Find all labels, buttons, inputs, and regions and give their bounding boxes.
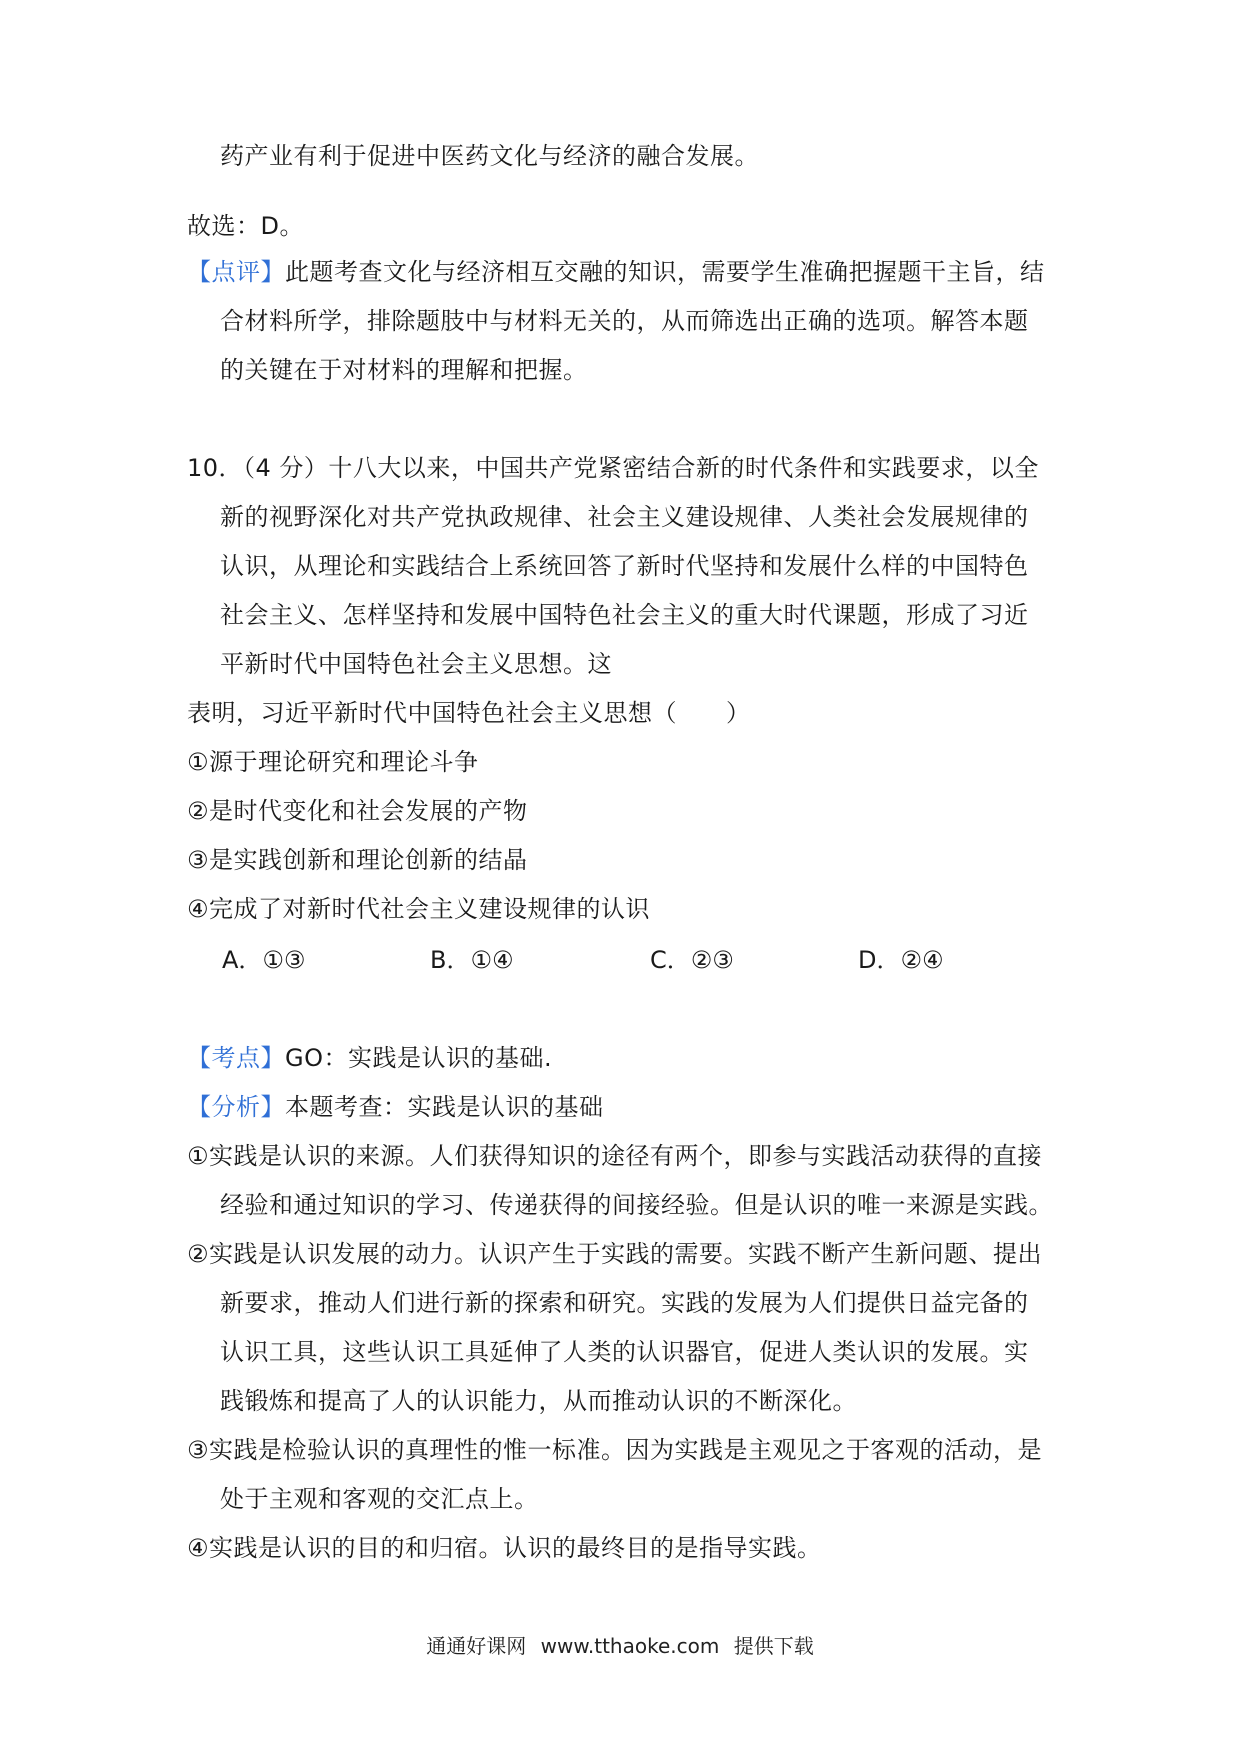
fenxi-tag: 【分析】 [187, 1093, 285, 1121]
fenxi-text: 本题考查：实践是认识的基础 [285, 1093, 604, 1121]
option-c: C．②③ [650, 946, 734, 974]
statement-4: ④完成了对新时代社会主义建设规律的认识 [187, 895, 651, 923]
analysis-point-line-7: ③实践是检验认识的真理性的惟一标准。因为实践是主观见之于客观的活动，是 [187, 1436, 1043, 1464]
analysis-point-line-1: ①实践是认识的来源。人们获得知识的途径有两个，即参与实践活动获得的直接 [187, 1142, 1043, 1170]
kaodian-tag: 【考点】 [187, 1044, 285, 1072]
page-footer [0, 1633, 1240, 1659]
question-stem-line-6: 表明，习近平新时代中国特色社会主义思想（ ） [187, 699, 751, 727]
analysis-point-line-3: ②实践是认识发展的动力。认识产生于实践的需要。实践不断产生新问题、提出 [187, 1240, 1043, 1268]
analysis-point-line-4: 新要求，推动人们进行新的探索和研究。实践的发展为人们提供日益完备的 [220, 1289, 1029, 1317]
answer-choice: 故选：D。 [187, 212, 304, 240]
analysis-point-line-5: 认识工具，这些认识工具延伸了人类的认识器官，促进人类认识的发展。实 [220, 1338, 1029, 1366]
analysis-point-line-8: 处于主观和客观的交汇点上。 [220, 1485, 539, 1513]
review-tag: 【点评】 [187, 258, 285, 286]
option-b: B．①④ [430, 946, 514, 974]
question-stem-line-1: 10．（4 分）十八大以来，中国共产党紧密结合新的时代条件和实践要求，以全 [187, 454, 1039, 482]
kaodian-text: GO：实践是认识的基础. [285, 1044, 553, 1072]
review-line-3: 的关键在于对材料的理解和把握。 [220, 356, 588, 384]
footer-site-name: 通通好课网 [426, 1634, 527, 1658]
footer-suffix: 提供下载 [733, 1634, 814, 1658]
analysis-point-line-6: 践锻炼和提高了人的认识能力，从而推动认识的不断深化。 [220, 1387, 857, 1415]
review-line-1: 【点评】此题考查文化与经济相互交融的知识，需要学生准确把握题干主旨，结 [187, 258, 1045, 286]
fenxi-line [187, 1092, 604, 1122]
review-line-2: 合材料所学，排除题肢中与材料无关的，从而筛选出正确的选项。解答本题 [220, 307, 1029, 335]
option-d: D．②④ [858, 946, 944, 974]
question-stem-line-5: 平新时代中国特色社会主义思想。这 [220, 650, 612, 678]
statement-1: ①源于理论研究和理论斗争 [187, 748, 479, 776]
analysis-point-line-9: ④实践是认识的目的和归宿。认识的最终目的是指导实践。 [187, 1534, 822, 1562]
statement-3: ③是实践创新和理论创新的结晶 [187, 846, 528, 874]
kaodian-line [187, 1043, 552, 1073]
answer-tail-line: 药产业有利于促进中医药文化与经济的融合发展。 [220, 142, 759, 170]
option-a: A．①③ [222, 946, 306, 974]
analysis-point-line-2: 经验和通过知识的学习、传递获得的间接经验。但是认识的唯一来源是实践。 [220, 1191, 1053, 1219]
footer-url[interactable]: www.tthaoke.com [540, 1634, 720, 1658]
question-stem-line-3: 认识，从理论和实践结合上系统回答了新时代坚持和发展什么样的中国特色 [220, 552, 1029, 580]
question-stem-line-4: 社会主义、怎样坚持和发展中国特色社会主义的重大时代课题，形成了习近 [220, 601, 1029, 629]
question-stem-line-2: 新的视野深化对共产党执政规律、社会主义建设规律、人类社会发展规律的 [220, 503, 1029, 531]
statement-2: ②是时代变化和社会发展的产物 [187, 797, 528, 825]
